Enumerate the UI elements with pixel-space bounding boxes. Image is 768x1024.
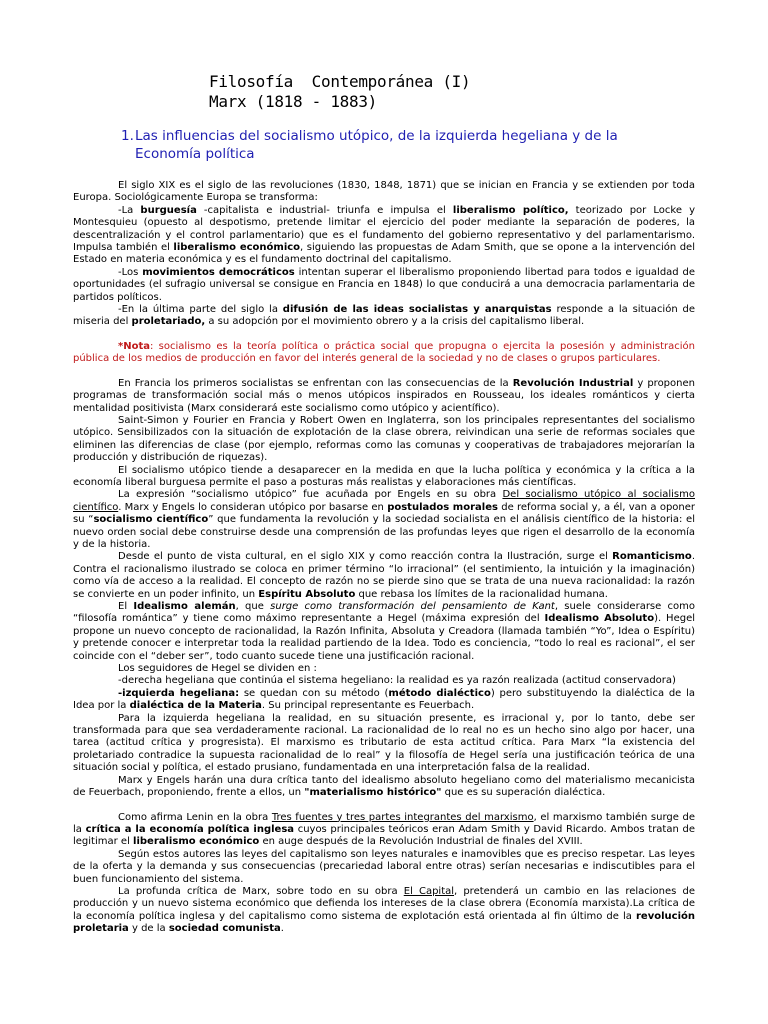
bold-text: burguesía [140,204,197,216]
text-run: El siglo XIX es el siglo de las revoluciones (1830, 1848, 1871) que se inician en Francia y se extienden por toda Europa. Sociológicamente Europa se transforma: [73,180,695,204]
text-run: teorizado por Locke y Montesquieu (opuesto al despotismo, pretende limitar el ejercicio del poder mediante la separación de poderes, la descentralización y el control parlamentario) que es el fundamento del gobierno representativo y del parlamentarismo. Impulsa también el [73,204,696,254]
body-paragraph [73,180,695,205]
section-number: 1. [121,128,134,144]
text-run: Para la izquierda hegeliana la realidad, en su situación presente, es irracional y, por lo tanto, debe ser transformada para que sea verdaderamente racional. La racionalidad de lo real no es un hecho sino algo por hacer, una tarea (actitud crítica y progresista). El marxismo es tributario de esta actitud crítica. Para Marx “la existencia del proletariado contradice la supuesta racionalidad de lo real” y la filosofía de Hegel sería una justificación teórica de una situación social y política, el estado prusiano, fundamentada en una interpretación falsa de la realidad. [73,712,695,774]
body-paragraph [73,267,695,304]
body-paragraph [73,663,695,675]
bold-text: proletariado, [131,316,206,328]
bold-text: *Nota [118,340,150,352]
text-run: . Su principal representante es Feuerbach. [261,700,475,712]
bold-text: revolución proletaria [73,910,695,935]
body-paragraph [73,415,695,465]
text-run: y proponen programas de transformación social más o menos utópicos inspirados en Rousseau, los ideales románticos y cierta mentalidad positivista (Marx considerará este socialismo como utópico y acientífico). [73,377,695,414]
body-paragraph [73,713,695,775]
bold-text: -izquierda hegeliana: [118,687,240,699]
bold-text: postulados morales [387,501,498,513]
text-run: Los seguidores de Hegel se dividen en : [118,663,317,675]
work-title: El Capital [403,885,455,897]
body-paragraph [73,304,695,329]
text-run: , que [235,601,271,612]
text-run: : socialismo es la teoría política o práctica social que propugna o ejercita la posesión y administración pública de los medios de producción en favor del interés general de la sociedad y no de clases o grupos particulares. [73,340,695,365]
title-line-2: Marx (1818 - 1883) [209,92,377,111]
body-paragraph [73,489,695,551]
text-run: Marx y Engels harán una dura crítica tanto del idealismo absoluto hegeliano como del materialismo mecanicista de Feuerbach, proponiendo, frente a ellos, un [73,774,695,799]
work-title: Del socialismo utópico al socialismo científico [73,489,695,513]
bold-text: liberalismo político, [452,204,569,216]
text-run: , siguiendo las propuestas de Adam Smith, que se opone a la intervención del Estado en materia económica y es el fundamento doctrinal del capitalismo. [73,242,695,266]
text-run: cuyos principales teóricos eran Adam Smith y David Ricardo. Ambos tratan de legitimar el [73,823,695,848]
paragraph-gap [73,800,695,812]
text-run: responde a la situación de miseria del [73,304,696,328]
text-run: . Contra el racionalismo ilustrado se coloca en primer término “lo irracional” (el sentimiento, la intuición y la imaginación) como vía de acceso a la realidad. El concepto de razón no se pierde sino que se trata de una nueva racionalidad: la razón se convierte en un poder infinito, un [73,551,695,600]
text-run: ). Hegel propone un nuevo concepto de racionalidad, la Razón Infinita, Absoluta y Creadora (llamada también “Yo”, Idea o Espíritu) y pretende conocer e interpretar toda la realidad partiendo de la Idea. Todo es conciencia, “todo lo real es racional”, el ser coincide con el “deber ser”, todo cuanto sucede tiene una justificación racional. [73,613,695,662]
text-run: , pretenderá un cambio en las relaciones de producción y un nuevo sistema económico que defienda los intereses de la clase obrera (Economía marxista).La crítica de la economía política inglesa y del capitalismo como sistema de explotación está orientada al fin último de la [73,885,695,922]
bold-text: Espíritu Absoluto [258,588,356,600]
text-run: intentan superar el liberalismo proponiendo libertad para todos e igualdad de oportunidades (el sufragio universal se consigue en Francia en 1848) lo que conducirá a una democracia parlamentaria de partidos políticos. [73,266,695,303]
section-heading [121,127,681,163]
paragraph-gap [73,329,695,341]
section-heading-line-2: Economía política [135,146,255,162]
paragraph-gap [73,366,695,378]
text-run: Como afirma Lenin en la obra [118,811,272,823]
bold-text: Idealismo alemán [133,601,236,612]
text-run: La expresión “socialismo utópico” fue acuñada por Engels en su obra [118,489,503,501]
text-run: -derecha hegeliana que continúa el sistema hegeliano: la realidad es ya razón realizada (actitud conservadora) [118,675,676,687]
text-run: . [280,923,284,935]
text-run: El socialismo utópico tiende a desaparecer en la medida en que la lucha política y económica y la crítica a la economía liberal burguesa permite el paso a posturas más realistas y elaboraciones más científicas. [73,464,695,488]
section-heading-line-1: Las influencias del socialismo utópico, de la izquierda hegeliana y de la [135,128,618,144]
bold-text: dialéctica de la Materia [129,700,262,712]
body-paragraph [73,688,695,713]
bold-text: movimientos democráticos [142,266,295,278]
bold-text: liberalismo económico [133,836,260,848]
body-paragraph [73,775,695,800]
title-line-1: Filosofía Contemporánea (I) [209,72,471,91]
body-paragraph [73,849,695,886]
text-run: Según estos autores las leyes del capitalismo son leyes naturales e inamovibles que es preciso respetar. Las leyes de la oferta y la demanda y sus consecuencias (precariedad laboral entre otras) serían necesarias e indiscutibles para el buen funcionamiento del sistema. [73,848,695,885]
text-run: , suele considerarse como “filosofía romántica” y tiene como máximo representante a Hegel (máxima expresión del [73,601,696,625]
bold-text: Romanticismo [612,551,692,563]
italic-text: surge como transformación del pensamiento de Kant [270,601,555,612]
bold-text: sociedad comunista [168,923,281,935]
text-run: . Marx y Engels lo consideran utópico por basarse en [118,501,388,513]
text-run: Desde el punto de vista cultural, en el siglo XIX y como reacción contra la Ilustración, surge el [118,551,613,563]
body-paragraph [73,465,695,490]
text-run: se quedan con su método ( [239,687,389,699]
text-run: La profunda crítica de Marx, sobre todo en su obra [118,885,404,897]
text-run: de reforma social y, a él, van a oponer su “ [73,501,696,526]
text-run: a su adopción por el movimiento obrero y a la crisis del capitalismo liberal. [205,316,585,328]
bold-text: método dialéctico [388,687,491,699]
note-paragraph [73,341,695,366]
body-paragraph [73,675,695,687]
text-run: ) pero substituyendo la dialéctica de la Idea por la [73,687,695,712]
body-paragraph [73,378,695,415]
body-paragraph [73,812,695,849]
body-paragraph [73,551,695,601]
document-body [73,180,695,936]
bold-text: crítica a la economía política inglesa [85,823,295,835]
body-paragraph [73,601,695,663]
body-paragraph [73,886,695,936]
text-run: -capitalista e industrial- triunfa e impulsa el [196,204,453,216]
text-run: , el marxismo también surge de la [73,811,695,835]
bold-text: "materialismo histórico" [304,787,442,799]
bold-text: socialismo científico [93,514,209,526]
bold-text: Idealismo Absoluto [544,613,655,625]
text-run: En Francia los primeros socialistas se enfrentan con las consecuencias de la [118,377,513,389]
document-title [209,72,470,112]
bold-text: liberalismo económico [173,242,301,254]
body-paragraph [73,205,695,267]
text-run: -En la última parte del siglo la [118,304,283,316]
text-run: ” que fundamenta la revolución y la sociedad socialista en el análisis científico de la historia: el nuevo orden social debe construirse desde una comprensión de las profundas leyes que rigen el desarrollo de la economía y de la historia. [73,514,695,550]
bold-text: difusión de las ideas socialistas y anarquistas [282,304,552,316]
text-run: -La [118,204,141,216]
text-run: que es su superación dialéctica. [441,787,606,799]
text-run: en auge después de la Revolución Industrial de finales del XVIII. [259,836,583,848]
bold-text: Revolución Industrial [512,377,634,389]
text-run: El [118,601,134,612]
work-title: Tres fuentes y tres partes integrantes del marxismo [271,811,534,823]
text-run: Saint-Simon y Fourier en Francia y Robert Owen en Inglaterra, son los principales representantes del socialismo utópico. Sensibilizados con la situación de explotación de la clase obrera, reivindican una serie de reformas sociales que eliminen las diferencias de clase (por ejemplo, reformas como las comunas y cooperativas de trabajadores mejorarían la producción y distribución de riquezas). [73,414,695,464]
text-run: que rebasa los límites de la racionalidad humana. [355,588,608,600]
text-run: -Los [118,266,143,278]
text-run: y de la [128,923,169,935]
